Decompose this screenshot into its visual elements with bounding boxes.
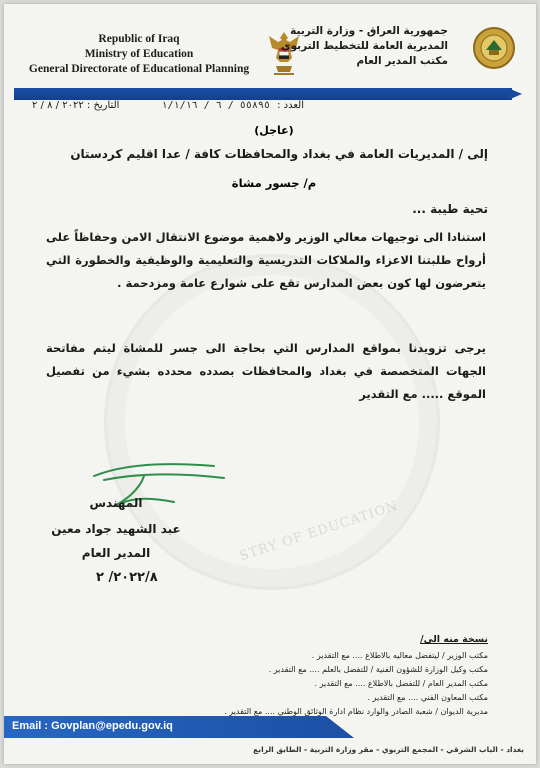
number-value: ٥٥٨٩٥ / ٦ / ١/١/١٦ [161, 100, 270, 111]
watermark-text: STRY OF EDUCATION [237, 498, 401, 565]
copy-item: مديرية الديوان / شعبة الصادر والوارد نظام ادارة الوثائق الوطني .... مع التقدير . [224, 707, 488, 716]
body-paragraph-1: استنادا الى توجيهات معالي الوزير ولاهمية موضوع الانتقال الامن وحفاظاً على أرواح طلبتنا الاعزاء والملاكات التدريسية والتعليمية والوظيفية والخطورة التي يتعرضون لها كون بعض المدارس تقع على شوارع عامة ومزدحمة . [46, 230, 486, 290]
footer-address: بغداد - الباب الشرقي - المجمع التربوي - مقر وزارة التربية - الطابق الرابع [253, 745, 524, 754]
footer-email: Email : Govplan@epedu.gov.iq [12, 720, 173, 732]
signature-title: المهندس [89, 496, 143, 510]
date-label: التاريخ : [86, 100, 120, 111]
subject-line: م/ جسور مشاة [231, 176, 317, 190]
date-value: ٢٠٢٢ / ٨ / ٢ [32, 100, 84, 111]
english-header-line-1: Republic of Iraq [98, 33, 180, 45]
copy-item: مكتب المعاون الفني .... مع التقدير . [367, 693, 488, 702]
english-header-line-3: General Directorate of Educational Planning [28, 63, 250, 75]
ministry-logo-icon [472, 26, 516, 70]
body-paragraph-2: يرجى تزويدنا بمواقع المدارس التي بحاجة الى جسر للمشاة ليتم مفاتحة الجهات المتخصصة في بغداد والمحافظات بصدده محدده بشيء من تفصيل الموقع ..... مع التقدير [46, 341, 486, 401]
number-label: العدد : [277, 100, 304, 111]
copies-title: نسخة منه الى/ [420, 634, 488, 645]
arabic-header [258, 24, 448, 69]
arabic-header-line-1: جمهورية العراق - وزارة التربية [290, 25, 448, 37]
arabic-header-line-2: المديرية العامة للتخطيط التربوي [280, 40, 448, 52]
reference-date [32, 100, 119, 111]
letter-page [4, 4, 536, 764]
copy-item: مكتب المدير العام / للتفضل بالاطلاع .... مع التقدير . [314, 679, 488, 688]
recipient-line: إلى / المديريات العامة في بغداد والمحافظات كافة / عدا اقليم كردستان [70, 147, 488, 161]
copy-item: مكتب الوزير / ليتفضل معاليه بالاطلاع .... مع التقدير . [311, 651, 488, 660]
copy-item: مكتب وكيل الوزارة للشؤون الفنية / للتفضل بالعلم .... مع التقدير . [268, 665, 488, 674]
signature-position: المدير العام [81, 546, 151, 560]
signature-date: ٢٠٢٢/٨/ ٢ [96, 570, 158, 585]
english-header [14, 32, 264, 77]
arabic-header-line-3: مكتب المدير العام [356, 55, 448, 67]
urgent-label: (عاجل) [254, 124, 294, 137]
greeting: تحية طيبة ... [412, 202, 488, 216]
english-header-line-2: Ministry of Education [84, 48, 194, 60]
header-blue-bar [14, 88, 512, 100]
reference-number [162, 100, 304, 111]
header-bar-arrow [508, 88, 522, 100]
signature-name: عبد الشهيد جواد معين [51, 522, 181, 536]
